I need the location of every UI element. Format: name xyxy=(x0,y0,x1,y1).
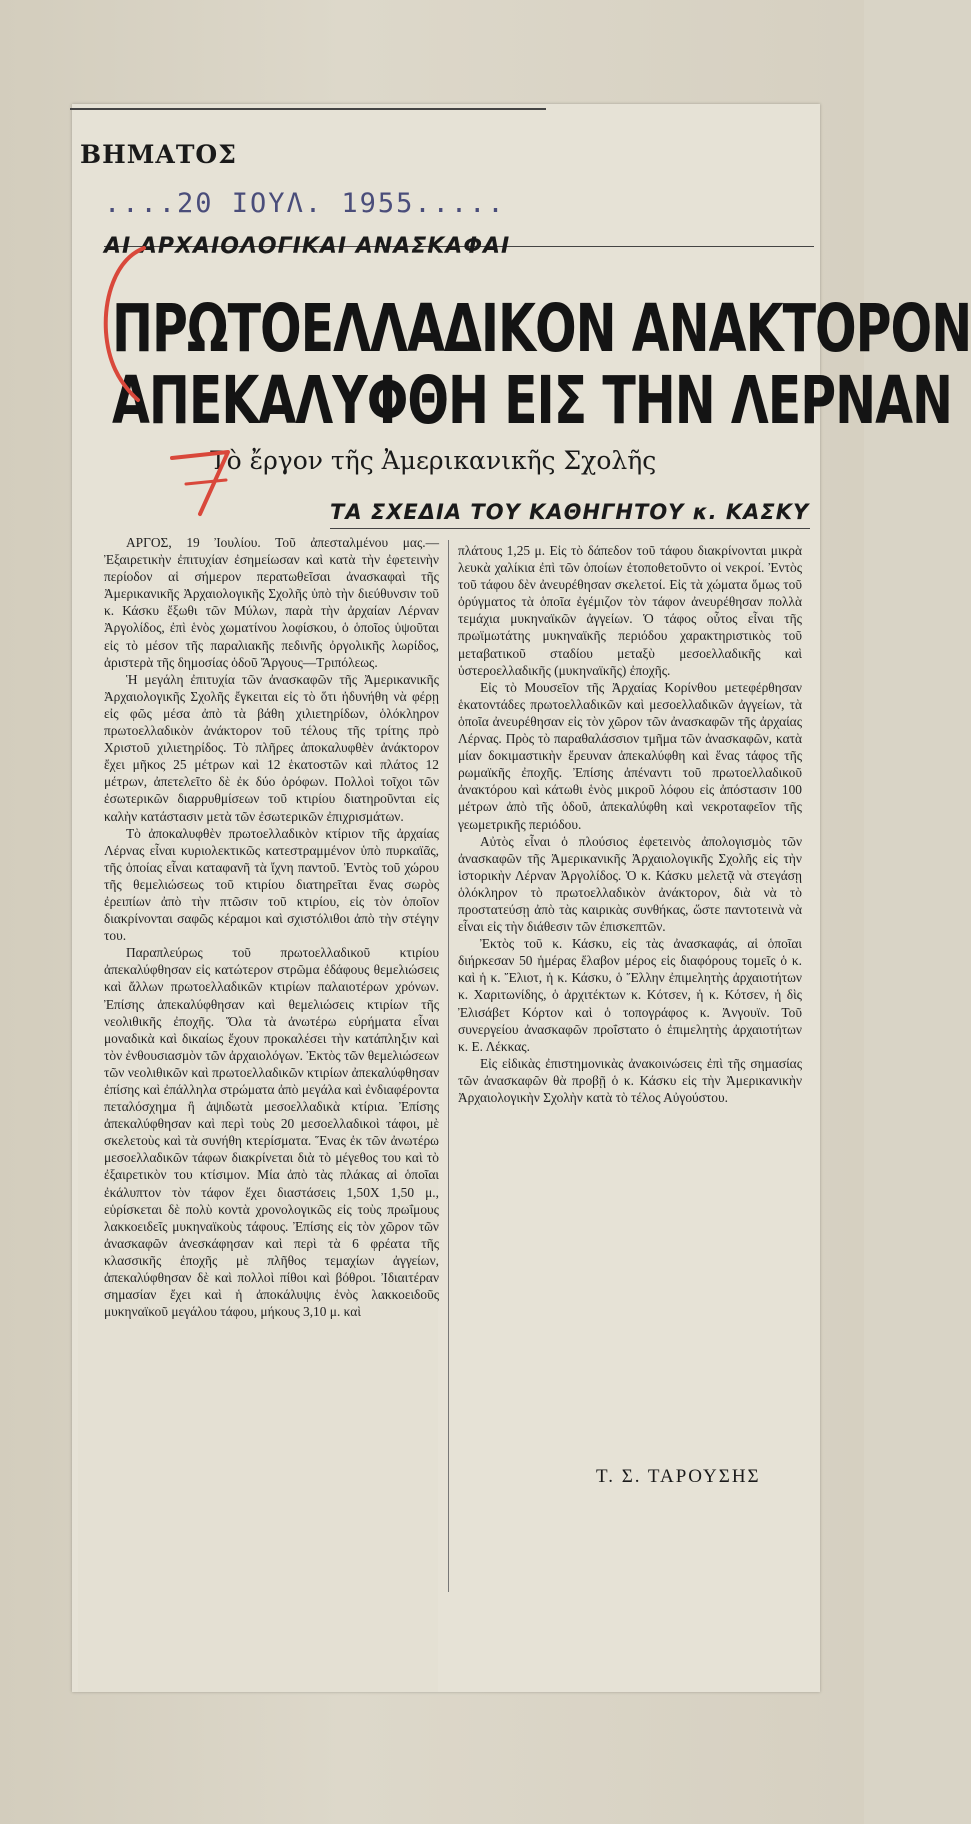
newspaper-source: ΒΗΜΑΤΟΣ xyxy=(80,140,237,169)
red-pencil-bracket-icon xyxy=(96,240,156,410)
subhead-rule xyxy=(330,528,810,529)
column-2-paragraph: πλάτους 1,25 μ. Εἰς τὸ δάπεδον τοῦ τάφου διακρίνονται μικρὰ λευκὰ χαλίκια ἐπὶ τῶν ὁποίων ἐτοποθετοῦντο οἱ νεκροί. Ἐντὸς τοῦ τάφου δὲν ἀνευρέθησαν σκελετοί. Εἰς τὰ χώματα ὅμως τοῦ ὀρύγματος τὰ ὁποῖα ἐγέμιζον τὸν τάφον ἀνευρέθησαν πολλὰ τεμάχια μυκηναϊκῶν ἀγγείων. Ὁ τάφος οὗτος εἶναι τῆς πρωϊμωτάτης μυκηναϊκῆς περιόδου χαρακτηριστικὸς τοῦ μεταβατικοῦ σταδίου μεταξὺ μεσοελλαδικῆς καὶ ὑστεροελλαδικῆς (μυκηναϊκῆς) ἐποχῆς. xyxy=(458,543,802,678)
column-1-paragraph: Παραπλεύρως τοῦ πρωτοελλαδικοῦ κτιρίου ἀπεκαλύφθησαν εἰς κατώτερον στρῶμα ἐδάφους θεμελιώσεις καὶ ἄλλων πρωτοελλαδικῶν κτιρίων παλαιοτέρων χρόνων. Ἐπίσης ἀπεκαλύφθησαν καὶ θεμελιώσεις κτιρίων τῆς νεολιθικῆς ἐποχῆς. Ὅλα τὰ ἀνωτέρω εὑρήματα εἶναι μοναδικὰ καὶ δικαίως ἔχουν προκαλέσει τὴν κατάπληξιν καὶ τὸν ἐνθουσιασμὸν τῶν ἀρχαιολόγων. Ἐκτὸς τῶν θεμελιώσεων τῶν νεολιθικῶν καὶ πρωτοελλαδικῶν κτιρίων ἀπεκαλύφθησαν ἐπίσης καὶ ἐπάλληλα στρώματα ἀπὸ μεγάλα καὶ ἐνδιαφέροντα πεταλόσχημα ἢ ἀψιδωτὰ μεσοελλαδικὰ κτίρια. Ἐπίσης ἀπεκαλύφθησαν καὶ περὶ τοὺς 20 μεσοελλαδικοὶ τάφοι, μὲ σκελετοὺς καὶ τὰ συνήθη κτερίσματα. Ἕνας ἐκ τῶν ἀνωτέρω μεσοελλαδικῶν τάφων διακρίνεται διὰ τὸ μέγεθος του καὶ τὸ ἐξαιρετικὸν του κτίσιμον. Μία ἀπὸ τὰς πλάκας αἱ ὁποῖαι ἐκάλυπτον τὸν τάφον ἔχει διαστάσεις 1,50Χ 1,50 μ., εὑρίσκεται δὲ πολὺ κοντὰ χρονολογικῶς εἰς τοὺς πρωΐμους λακκοειδεῖς μυκηναϊκοὺς τάφους. Ἐπίσης εἰς τὸν χῶρον τῶν ἀνασκαφῶν ἀνεσκάφησαν καὶ περὶ τὰ 6 φρέατα τῆς κλασσικῆς ἐποχῆς μὲ πλῆθος τεμαχίων ἀγγείων, ἀπεκαλύφθησαν δὲ καὶ πολλοὶ πίθοι καὶ βόθροι. Ἰδιαιτέραν σημασίαν ἔχει καὶ ἡ ἀποκάλυψις ἑνὸς λακκοειδοῦς μυκηναϊκοῦ μεγάλου τάφου, μήκους 3,10 μ. καὶ xyxy=(104,945,439,1320)
headline-line-2: ΑΠΕΚΑΛΥΦΘΗ ΕΙΣ ΤΗΝ ΛΕΡΝΑΝ xyxy=(112,362,953,439)
red-pencil-number-7-icon xyxy=(166,440,246,520)
top-rule xyxy=(70,108,546,110)
author-signature: Τ. Σ. ΤΑΡΟΥΣΗΣ xyxy=(596,1466,761,1487)
kicker: ΑΙ ΑΡΧΑΙΟΛΟΓΙΚΑΙ ΑΝΑΣΚΑΦΑΙ xyxy=(104,234,511,259)
column-2-paragraph: Ἐκτὸς τοῦ κ. Κάσκυ, εἰς τὰς ἀνασκαφάς, αἱ ὁποῖαι διήρκεσαν 50 ἡμέρας ἔλαβον μέρος εἰς διαφόρους τομεῖς ὁ κ. καὶ ἡ κ. Ἔλιοτ, ἡ κ. Κάσκυ, ὁ Ἕλλην ἐπιμελητὴς ἀρχαιοτήτων κ. Χαριτωνίδης, ὁ ἀρχιτέκτων κ. Κότσεν, ἡ κ. Κότσεν, ἡ δὶς Ἐλισάβετ Κόρτον καὶ ὁ τοπογράφος κ. Ἀνγουϊν. Τοῦ συνεργείου ἀνασκαφῶν προΐστατο ὁ ἐπιμελητὴς ἀρχαιοτήτων κ. Ε. Λέκκας. xyxy=(458,936,802,1054)
article-column-1 xyxy=(104,534,439,1320)
subtitle: Τὸ ἔργον τῆς Ἀμερικανικῆς Σχολῆς xyxy=(210,446,657,475)
column-2-paragraph: Εἰς τὸ Μουσεῖον τῆς Ἀρχαίας Κορίνθου μετεφέρθησαν ἑκατοντάδες πρωτοελλαδικῶν καὶ μεσοελλαδικῶν ἀγγείων, τὰ ὁποῖα ἀνευρέθησαν εἰς τὸν χῶρον τῶν ἀνασκαφῶν τῆς ἀρχαίας Λέρνας. Πρὸς τὸ παραθαλάσσιον τμῆμα τῶν ἀνασκαφῶν, κατὰ μίαν δοκιμαστικὴν ἔρευναν ἀπεκαλύφθη καὶ ἕνας τάφος τῆς ρωμαϊκῆς ἐποχῆς. Ἐπίσης ἀπέναντι τοῦ πρωτοελλαδικοῦ ἀνακτόρου καὶ κάτωθι ἑνὸς μικροῦ λόφου εἰς ἀπόστασιν 100 μέτρων ἀπὸ τῆς ὁδοῦ, ἀπεκαλύφθη καὶ νεκροταφεῖον τῆς γεωμετρικῆς περιόδου. xyxy=(458,679,802,832)
date-stamp: ....20 ΙΟΥΛ. 1955..... xyxy=(104,188,506,219)
article-column-2 xyxy=(458,542,802,1106)
column-divider xyxy=(448,540,449,1592)
subhead: ΤΑ ΣΧΕΔΙΑ ΤΟΥ ΚΑΘΗΓΗΤΟΥ κ. ΚΑΣΚΥ xyxy=(330,500,810,524)
column-2-paragraph: Αὐτὸς εἶναι ὁ πλούσιος ἐφετεινὸς ἀπολογισμὸς τῶν ἀνασκαφῶν τῆς Ἀμερικανικῆς Ἀρχαιολογικῆς Σχολῆς εἰς τὴν ἱστορικὴν Λέρναν Ἀργολίδος. Ὁ κ. Κάσκυ μελετᾷ νὰ στεγάσῃ ὁλόκληρον τὸ πρωτοελλαδικὸν ἀνάκτορον, διὰ νὰ τὸ προστατεύσῃ ἀπὸ τὰς καιρικὰς συνθήκας, ὥστε παντοτεινὰ νὰ εἶναι εἰς τὴν διάθεσιν τῶν ἐπισκεπτῶν. xyxy=(458,833,802,935)
column-1-paragraph: ΑΡΓΟΣ, 19 Ἰουλίου. Τοῦ ἀπεσταλμένου μας.— Ἐξαιρετικὴν ἐπιτυχίαν ἐσημείωσαν καὶ κατὰ τὴν ἐφετεινὴν περίοδον αἱ σήμερον περατωθεῖσαι ἀνασκαφαὶ τῆς Ἀμερικανικῆς Ἀρχαιολογικῆς Σχολῆς ὑπὸ τὴν διεύθυνσιν τοῦ κ. Κάσκυ ἔξωθι τῶν Μύλων, παρὰ τὴν ἀρχαίαν Λέρναν Ἀργολίδος, ἐπὶ ἑνὸς χωματίνου λοφίσκου, ὁ ὁποῖος ὑψοῦται εἰς τὸ μέσον τῆς παραλιακῆς πεδινῆς ὀργολικῆς λωρίδος, ἀριστερὰ τῆς δημοσίας ὁδοῦ Ἄργους—Τριπόλεως. xyxy=(104,535,439,670)
column-2-paragraph: Εἰς εἰδικὰς ἐπιστημονικὰς ἀνακοινώσεις ἐπὶ τῆς σημασίας τῶν ἀνασκαφῶν θὰ προβῇ ὁ κ. Κάσκυ εἰς τὴν Ἀμερικανικὴν Ἀρχαιολογικὴν Σχολὴν κατὰ τὸ τέλος Αὐγούστου. xyxy=(458,1055,802,1105)
date-stamp-text: 20 ΙΟΥΛ. 1955 xyxy=(177,188,415,219)
column-1-paragraph: Ἡ μεγάλη ἐπιτυχία τῶν ἀνασκαφῶν τῆς Ἀμερικανικῆς Ἀρχαιολογικῆς Σχολῆς ἔγκειται εἰς τὸ ὅτι ἠδυνήθη νὰ φέρῃ εἰς φῶς μέσα ἀπὸ τὰ βάθη χιλιετηρίδων, ὁλόκληρον πρωτοελλαδικὸν ἀνάκτορον τοῦ τέλους τῆς τρίτης πρὸ Χριστοῦ χιλιετηρίδος. Τὸ πλῆρες ἀποκαλυφθὲν ἀνάκτορον ἔχει μῆκος 25 μέτρων καὶ 12 ἑκατοστῶν καὶ πλάτος 12 μέτρων, ἀπετελεῖτο δὲ ἐκ δύο ὀρόφων. Πολλοὶ τοῖχοι τῶν ἐσωτερικῶν διαρρυθμίσεων τοῦ κτιρίου διατηροῦνται εἰς καλὴν κατάστασιν μετὰ τῶν ἐσωτερικῶν ἐπιχρισμάτων. xyxy=(104,671,439,824)
headline-line-1: ΠΡΩΤΟΕΛΛΑΔΙΚΟΝ ΑΝΑΚΤΟΡΟΝ xyxy=(112,290,971,367)
column-1-paragraph: Τὸ ἀποκαλυφθὲν πρωτοελλαδικὸν κτίριον τῆς ἀρχαίας Λέρνας εἶναι κυριολεκτικῶς κατεστραμμένον ὑπὸ πυρκαϊᾶς, τῆς ὁποίας εἶναι καταφανῆ τὰ ἴχνη παντοῦ. Ἐντὸς τοῦ χώρου τῆς θεμελιώσεως τοῦ κτιρίου διατηρεῖται ἕνας σωρὸς ἐρειπίων ἀπὸ τὴν πτῶσιν τοῦ κτιρίου, εἰς τὸν ὁποῖον διακρίνονται σαφῶς κέραμοι καὶ σχιστόλιθοι ἀπὸ τὴν στέγην του. xyxy=(104,825,439,944)
